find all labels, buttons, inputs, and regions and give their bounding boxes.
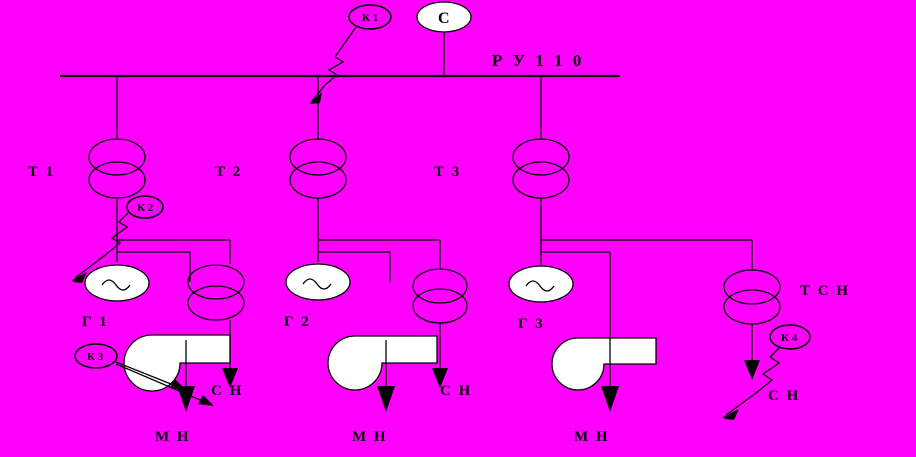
g3-label: Г 3: [518, 316, 545, 332]
sn2-winding-lower: [413, 289, 467, 323]
sn1-winding-lower: [188, 286, 244, 320]
fault-k3-label: К 3: [87, 351, 104, 363]
fault-k1-pointer-line: [335, 27, 356, 57]
sn3-label: С Н: [768, 388, 801, 404]
tsn-label: Т С Н: [800, 283, 851, 299]
tsn-arrow: [744, 360, 760, 380]
fault-k4-zigzag: [756, 347, 780, 393]
mn3-motor-symbol: [552, 338, 656, 390]
t1-winding-upper: [89, 139, 145, 175]
t2-label: Т 2: [215, 164, 243, 180]
t1-label: Т 1: [28, 164, 56, 180]
mn3-label: М Н: [574, 429, 610, 445]
fault-k4-pointer: [726, 393, 756, 415]
sn2-label: С Н: [440, 383, 473, 399]
tsn-winding-upper: [724, 270, 780, 304]
fault-k2-label: К 2: [137, 202, 154, 214]
fault-k1-label: К 1: [362, 12, 379, 24]
fault-k1-arrowhead: [310, 92, 322, 104]
g2-symbol: [286, 264, 350, 300]
fault-k4-label: К 4: [781, 332, 798, 344]
tsn-winding-lower: [724, 290, 780, 324]
sn1-winding-upper: [188, 265, 244, 299]
mn2-arrow: [377, 386, 395, 412]
g3-symbol: [509, 266, 573, 302]
sn1-label: С Н: [211, 383, 244, 399]
mn2-label: М Н: [352, 429, 388, 445]
g1-label: Г 1: [82, 314, 109, 330]
fault-k2-zigzag: [104, 213, 128, 256]
g2-label: Г 2: [284, 314, 311, 330]
mn2-motor-symbol: [328, 336, 437, 390]
busbar-label: Р У 1 1 0: [492, 51, 585, 70]
fault-k1-zigzag: [325, 57, 343, 85]
t3-winding-lower: [513, 162, 569, 198]
t2-winding-upper: [290, 139, 346, 175]
source-label: С: [438, 10, 450, 27]
t3-winding-upper: [513, 139, 569, 175]
t2-winding-lower: [290, 162, 346, 198]
mn1-label: М Н: [155, 429, 191, 445]
t1-winding-lower: [89, 162, 145, 198]
sn2-winding-upper: [413, 269, 467, 303]
g1-symbol: [85, 265, 149, 301]
mn3-arrow: [601, 386, 619, 412]
t3-label: Т 3: [434, 164, 462, 180]
